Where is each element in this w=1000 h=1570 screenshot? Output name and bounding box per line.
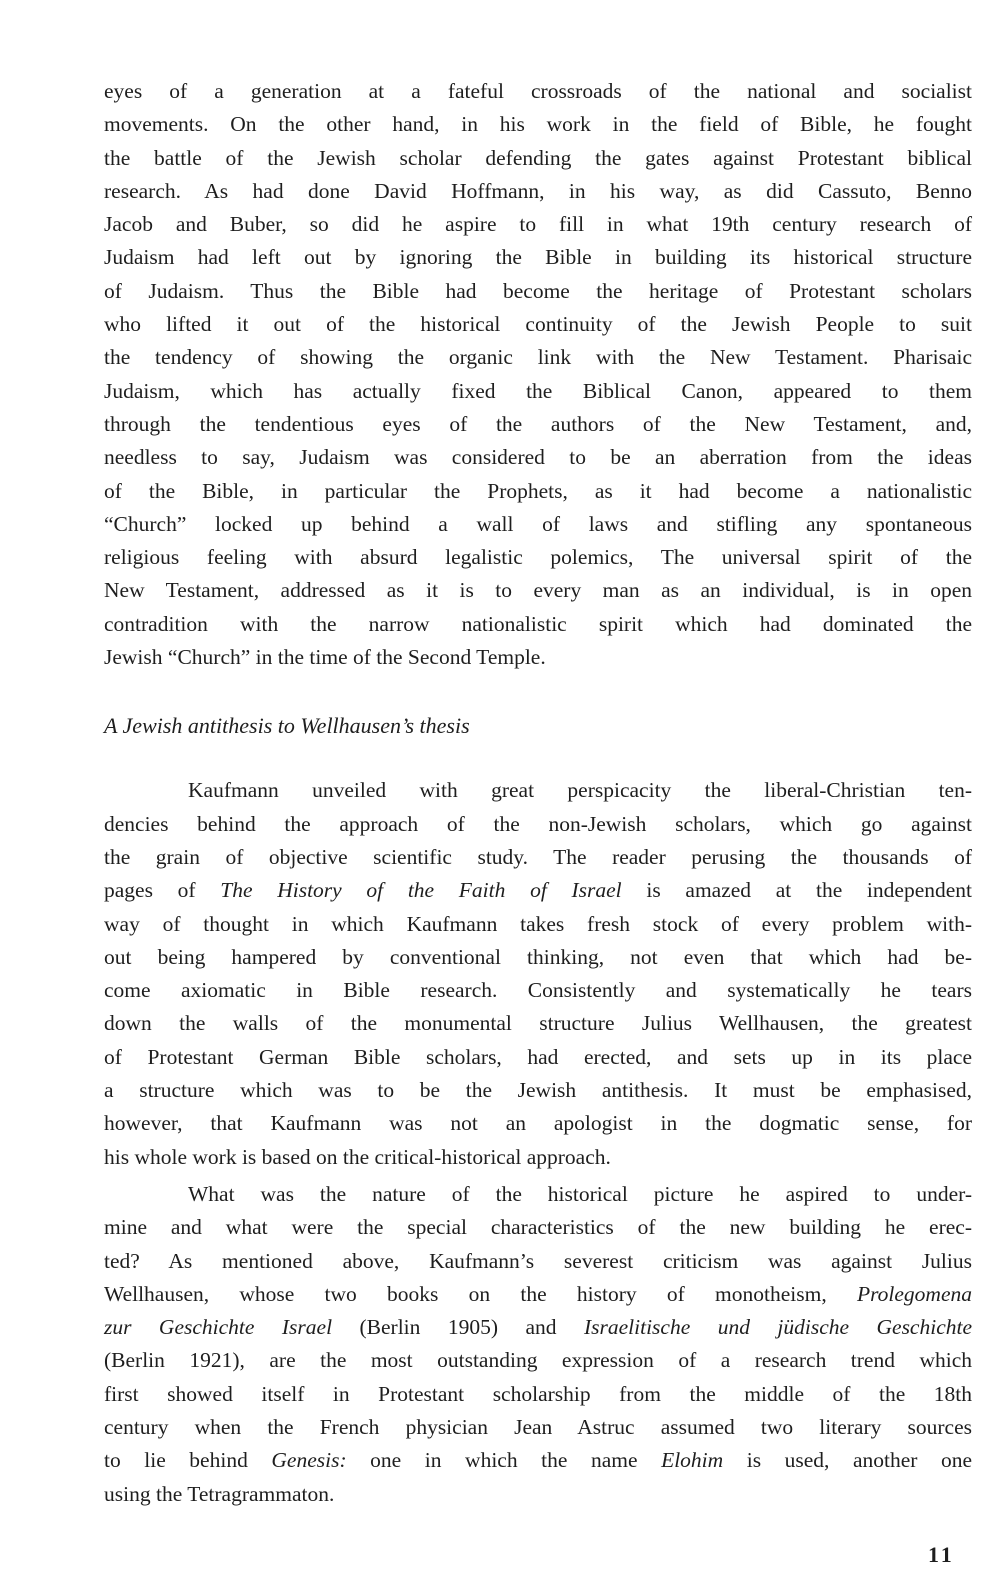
page-number: 11 xyxy=(928,1542,955,1567)
text-line: the tendency of showing the organic link with the New Testament. Pharisaic xyxy=(104,345,972,370)
text-line: eyes of a generation at a fateful crossroads of the national and socialist xyxy=(104,79,972,103)
text-line: however, that Kaufmann was not an apologist in the dogmatic sense, for xyxy=(104,1111,972,1136)
text-line: (Berlin 1921), are the most outstanding expression of a research trend which xyxy=(104,1348,972,1373)
text-run: (Berlin 1905) and xyxy=(332,1315,584,1340)
text-line: of the Bible, in particular the Prophets, as it had become a nationalistic xyxy=(104,478,972,503)
text-run: Wellhausen, whose two books on the history of monotheism, xyxy=(104,1281,857,1306)
text-line xyxy=(104,1278,972,1311)
text-line: first showed itself in Protestant scholarship from the middle of the 18th xyxy=(104,1381,972,1406)
text-line xyxy=(104,1311,972,1344)
text-run: is used, another one xyxy=(723,1448,973,1473)
text-line: the grain of objective scientific study. The reader perusing the thousands of xyxy=(104,844,972,869)
page-body xyxy=(104,75,972,1511)
text-line: dencies behind the approach of the non-Jewish scholars, which go against xyxy=(104,811,972,836)
text-line: his whole work is based on the critical-historical approach. xyxy=(104,1144,611,1169)
text-run: to lie behind xyxy=(104,1448,272,1473)
text-line: ted? As mentioned above, Kaufmann’s severest criticism was against Julius xyxy=(104,1248,972,1273)
text-line xyxy=(104,874,972,907)
text-line: come axiomatic in Bible research. Consistently and systematically he tears xyxy=(104,978,972,1003)
text-line: religious feeling with absurd legalistic polemics, The universal spirit of the xyxy=(104,545,972,570)
text-line: way of thought in which Kaufmann takes fresh stock of every problem with- xyxy=(104,911,972,936)
divine-name: Elohim xyxy=(661,1448,724,1473)
text-line: a structure which was to be the Jewish antithesis. It must be emphasised, xyxy=(104,1078,972,1103)
text-line: out being hampered by conventional thinking, not even that which had be- xyxy=(104,944,972,969)
paragraph-3 xyxy=(104,1178,972,1511)
text-line xyxy=(104,1444,972,1477)
text-run: pages of xyxy=(104,878,221,903)
book-title: Israelitische und jüdische Geschichte xyxy=(583,1315,973,1340)
text-line: of Protestant German Bible scholars, had erected, and sets up in its place xyxy=(104,1044,972,1069)
text-line: contradition with the narrow nationalistic spirit which had dominated the xyxy=(104,611,972,636)
text-line: who lifted it out of the historical continuity of the Jewish People to suit xyxy=(104,312,972,337)
book-title: Prolegomena xyxy=(856,1281,972,1306)
paragraph-2 xyxy=(104,774,972,1174)
text-line: Jacob and Buber, so did he aspire to fill in what 19th century research of xyxy=(104,212,972,237)
text-line: century when the French physician Jean Astruc assumed two literary sources xyxy=(104,1414,972,1439)
text-run: one in which the name xyxy=(346,1448,662,1473)
section-heading: A Jewish antithesis to Wellhausen’s thesis xyxy=(104,713,470,739)
text-line: New Testament, addressed as it is to every man as an individual, is in open xyxy=(104,578,972,603)
book-title: zur Geschichte Israel xyxy=(104,1315,333,1340)
book-title: The History of the Faith of Israel xyxy=(220,878,622,903)
text-line: using the Tetragrammaton. xyxy=(104,1481,335,1506)
text-line: Judaism had left out by ignoring the Bible in building its historical structure xyxy=(104,245,972,270)
text-line: movements. On the other hand, in his work in the field of Bible, he fought xyxy=(104,112,972,137)
text-line: Jewish “Church” in the time of the Second Temple. xyxy=(104,645,546,670)
text-line: Judaism, which has actually fixed the Biblical Canon, appeared to them xyxy=(104,378,972,403)
text-run: is amazed at the independent xyxy=(621,878,973,903)
paragraph-1 xyxy=(104,75,972,674)
text-line: “Church” locked up behind a wall of laws and stifling any spontaneous xyxy=(104,511,972,536)
text-line: through the tendentious eyes of the authors of the New Testament, and, xyxy=(104,411,972,436)
text-line: mine and what were the special characteristics of the new building he erec- xyxy=(104,1215,972,1240)
text-line: down the walls of the monumental structure Julius Wellhausen, the greatest xyxy=(104,1011,972,1036)
text-line: What was the nature of the historical picture he aspired to under- xyxy=(188,1181,972,1206)
text-line: Kaufmann unveiled with great perspicacity the liberal-Christian ten- xyxy=(188,778,972,803)
book-title: Genesis: xyxy=(271,1448,347,1473)
text-line: the battle of the Jewish scholar defending the gates against Protestant biblical xyxy=(104,145,972,170)
text-line: of Judaism. Thus the Bible had become the heritage of Protestant scholars xyxy=(104,278,972,303)
text-line: needless to say, Judaism was considered to be an aberration from the ideas xyxy=(104,445,972,470)
text-line: research. As had done David Hoffmann, in his way, as did Cassuto, Benno xyxy=(104,178,972,203)
